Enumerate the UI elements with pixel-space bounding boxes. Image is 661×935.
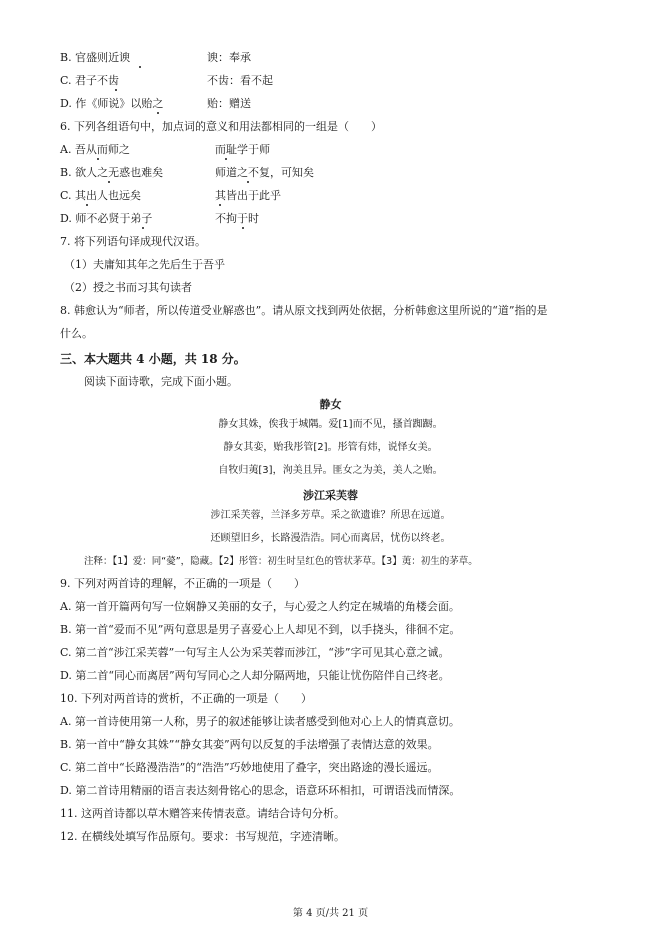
option-c-gloss: 不齿：看不起 [207,74,273,87]
question-12-stem: 12. 在横线处填写作品原句。要求：书写规范，字迹清晰。 [60,830,345,843]
q10-option-b: B. 第一首中“静女其姝”“静女其娈”两句以反复的手法增强了表情达意的效果。 [60,738,439,751]
q6-option-a-left: A. 吾从而师之 [60,143,130,156]
poem-2-title: 涉江采芙蓉 [303,489,358,502]
q7-item-1: （1）夫庸知其年之先后生于吾乎 [64,258,225,271]
emphasis-dot [142,227,144,229]
emphasis-dot [97,158,99,160]
q6-option-d-left: D. 师不必贤于弟子 [60,212,153,225]
poem-1-line-3: 自牧归荑[3]，洵美且异。匪女之为美，美人之贻。 [218,465,443,476]
emphasis-dot [242,227,244,229]
option-b-gloss: 谀：奉承 [207,51,251,64]
emphasis-dot [86,204,88,206]
emphasis-dot [139,66,141,68]
option-c-word: C. 君子不齿 [60,74,120,87]
question-7-stem: 7. 将下列语句译成现代汉语。 [60,235,206,248]
option-d-gloss: 贻：赠送 [207,97,251,110]
emphasis-dot [115,89,117,91]
q6-option-d-right: 不拘于时 [215,212,259,225]
poem-1-title: 静女 [319,398,342,411]
q6-option-b-left: B. 欲人之无惑也难矣 [60,166,164,179]
q9-option-b: B. 第一首“爱而不见”两句意思是男子喜爱心上人却见不到，以手挠头，徘徊不定。 [60,623,461,636]
q10-option-c: C. 第二首中“长路漫浩浩”的“浩浩”巧妙地使用了叠字，突出路途的漫长遥远。 [60,761,439,774]
emphasis-dot [108,181,110,183]
question-6-stem: 6. 下列各组语句中，加点词的意义和用法都相同的一组是（ ） [60,120,382,133]
poem-1-line-2: 静女其娈，贻我彤管[2]。彤管有炜，说怿女美。 [223,442,438,453]
emphasis-dot [157,112,159,114]
emphasis-dot [225,158,227,160]
poem-1-line-1: 静女其姝，俟我于城隅。爱[1]而不见，搔首踟蹰。 [218,419,443,430]
question-9-stem: 9. 下列对两首诗的理解，不正确的一项是（ ） [60,577,305,590]
poem-2-line-2: 还顾望旧乡，长路漫浩浩。同心而离居，忧伤以终老。 [210,533,451,544]
option-b-word: B. 官盛则近谀 [60,51,131,64]
q6-option-c-left: C. 其出人也远矣 [60,189,142,202]
q6-option-b-right: 师道之不复，可知矣 [215,166,314,179]
q9-option-a: A. 第一首开篇两句写一位娴静又美丽的女子，与心爱之人约定在城墙的角楼会面。 [60,600,460,613]
emphasis-dot [219,204,221,206]
emphasis-dot [247,181,249,183]
page-footer: 第 4 页/共 21 页 [292,908,369,919]
poem-2-line-1: 涉江采芙蓉，兰泽多芳草。采之欲遗谁？所思在远道。 [210,510,451,521]
q10-option-a: A. 第一首诗使用第一人称，男子的叙述能够让读者感受到他对心上人的情真意切。 [60,715,460,728]
question-11-stem: 11. 这两首诗都以草木赠答来传情表意。请结合诗句分析。 [60,807,345,820]
question-8-line-1: 8. 韩愈认为“师者，所以传道受业解惑也”。请从原文找到两处依据，分析韩愈这里所说的“道”指的是 [60,304,548,317]
question-8-line-2: 什么。 [60,327,93,340]
q9-option-d: D. 第二首“同心而离居”两句写同心之人却分隔两地，只能让忧伤陪伴自己终老。 [60,669,450,682]
section-heading: 三、本大题共 4 小题，共 18 分。 [60,352,246,366]
q9-option-c: C. 第二首“涉江采芙蓉”一句写主人公为采芙蓉而涉江，“涉”字可见其心意之诚。 [60,646,450,659]
option-d-word: D. 作《师说》以贻之 [60,97,164,110]
section-intro: 阅读下面诗歌，完成下面小题。 [84,375,238,388]
question-10-stem: 10. 下列对两首诗的赏析，不正确的一项是（ ） [60,692,312,705]
q7-item-2: （2）授之书而习其句读者 [64,281,192,294]
q6-option-a-right: 而耻学于师 [215,143,270,156]
q6-option-c-right: 其皆出于此乎 [215,189,281,202]
q10-option-d: D. 第二首诗用精丽的语言表达刻骨铭心的思念，语意环环相扣，可谓语浅而情深。 [60,784,461,797]
poem-notes: 注释：【1】爱：同“薆”，隐藏。【2】彤管：初生时呈红色的管状茅草。【3】荑：初生的茅草。 [84,556,478,567]
